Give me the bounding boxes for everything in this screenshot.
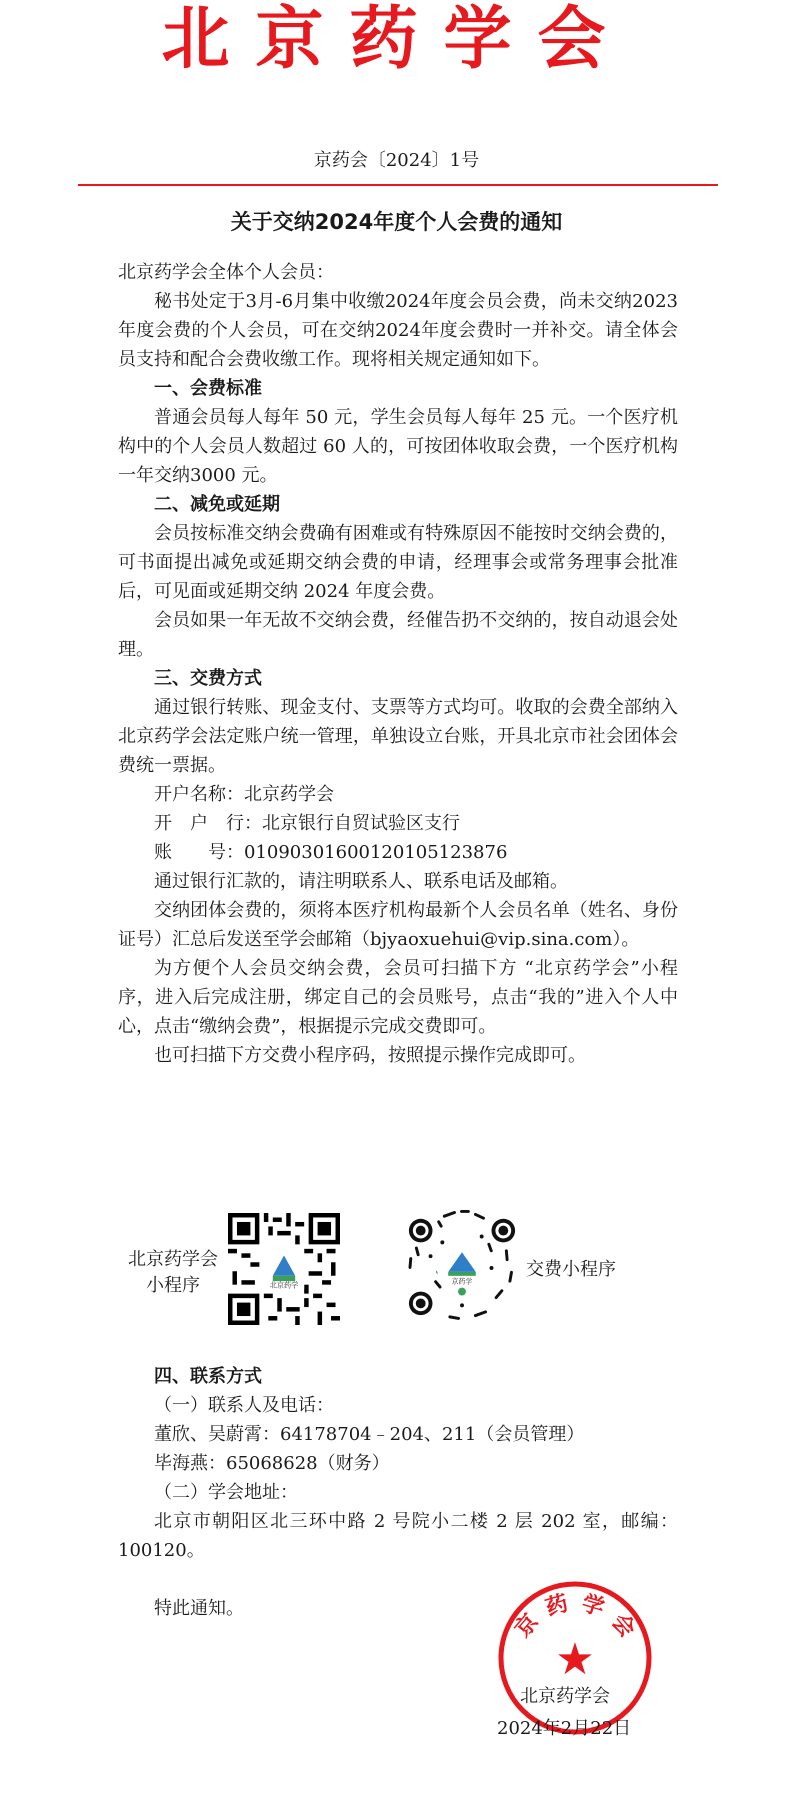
seal-character: 京 (509, 1608, 544, 1643)
account-bank: 开 户 行：北京银行自贸试验区支行 (154, 813, 460, 834)
section3-paragraph: 通过银行转账、现金支付、支票等方式均可。收取的会费全部纳入北京药学会法定账户统一管理，单独设立台账，开具北京市社会团体会费统一票据。 (118, 697, 678, 776)
miniapp-qr-label (118, 1247, 228, 1299)
contact-sub1: （一）联系人及电话： (154, 1395, 334, 1416)
seal-star-icon: ★ (555, 1634, 595, 1685)
section1-heading: 一、会费标准 (154, 378, 262, 399)
section2-paragraph-2: 会员如果一年无故不交纳会费，经催告扔不交纳的，按自动退会处理。 (118, 610, 678, 660)
contact-address: 北京市朝阳区北三环中路 2 号院小二楼 2 层 202 室，邮编：100120。 (118, 1511, 678, 1561)
section2-paragraph: 会员按标准交纳会费确有困难或有特殊原因不能按时交纳会费的，可书面提出减免或延期交纳会费的申请，经理事会或常务理事会批准后，可见面或延期交纳 2024 年度会费。 (118, 523, 678, 602)
seal-character: 会 (606, 1608, 641, 1643)
notice-title: 关于交纳2024年度个人会费的通知 (230, 210, 563, 234)
section2-heading: 二、减免或延期 (154, 494, 280, 515)
group-note: 交纳团体会费的，须将本医疗机构最新个人会员名单（姓名、身份证号）汇总后发送至学会邮箱（bjyaoxuehui@vip.sina.com）。 (118, 900, 678, 950)
section1-paragraph: 普通会员每人每年 50 元，学生会员每人每年 25 元。一个医疗机构中的个人会员人数超过 60 人的，可按团体收取会费，一个医疗机构一年交纳3000 元。 (118, 407, 678, 486)
miniapp-qr-code[interactable] (228, 1213, 340, 1329)
section3-heading: 三、交费方式 (154, 668, 262, 689)
miniapp-note: 为方便个人会员交纳会费，会员可扫描下方 “北京药学会”小程序，进入后完成注册，绑定自己的会员账号，点击“我的”进入个人中心，点击“缴纳会费”，根据提示完成交费即可。 (118, 958, 678, 1037)
contact-person1: 董欣、吴蔚霄：64178704﹣204、211（会员管理） (154, 1424, 585, 1445)
payment-miniprogram-code[interactable] (403, 1207, 521, 1329)
seal-character: 学 (578, 1590, 608, 1622)
qr-code-section (118, 1205, 678, 1345)
red-divider (78, 184, 718, 186)
miniapp-qr-label-line1: 北京药学会 (128, 1249, 218, 1270)
contact-person2: 毕海燕：65068628（财务） (154, 1453, 390, 1474)
scan-note: 也可扫描下方交费小程序码，按照提示操作完成即可。 (154, 1045, 586, 1066)
contact-sub2: （二）学会地址： (154, 1482, 298, 1503)
miniapp-qr-center-text: 北京药学 (269, 1280, 299, 1290)
payment-code-label: 交费小程序 (526, 1259, 616, 1280)
miniprogram-code-icon (403, 1207, 521, 1325)
remit-note: 通过银行汇款的，请注明联系人、联系电话及邮箱。 (154, 871, 568, 892)
document-number: 京药会〔2024〕1号 (313, 150, 480, 171)
miniapp-qr-label-line2: 小程序 (146, 1275, 200, 1296)
org-title: 北京药学会 (161, 0, 632, 79)
signature-date: 2024年2月22日 (497, 1718, 632, 1739)
notice-body (118, 258, 678, 1070)
seal-character: 药 (542, 1590, 572, 1622)
qr-code-icon (228, 1213, 340, 1325)
salutation: 北京药学会全体个人会员： (118, 262, 334, 283)
contact-heading: 四、联系方式 (154, 1366, 262, 1387)
account-number: 账 号：01090301600120105123876 (154, 842, 508, 863)
payment-code-center-text: 京药学 (451, 1277, 473, 1286)
signature-org: 北京药学会 (520, 1686, 610, 1707)
closing-text: 特此通知。 (154, 1598, 244, 1619)
account-name: 开户名称：北京药学会 (154, 784, 334, 805)
intro-paragraph: 秘书处定于3月-6月集中收缴2024年度会员会费，尚未交纳2023年度会费的个人会员，可在交纳2024年度会费时一并补交。请全体会员支持和配合会费收缴工作。现将相关规定通知如下。 (118, 291, 678, 370)
